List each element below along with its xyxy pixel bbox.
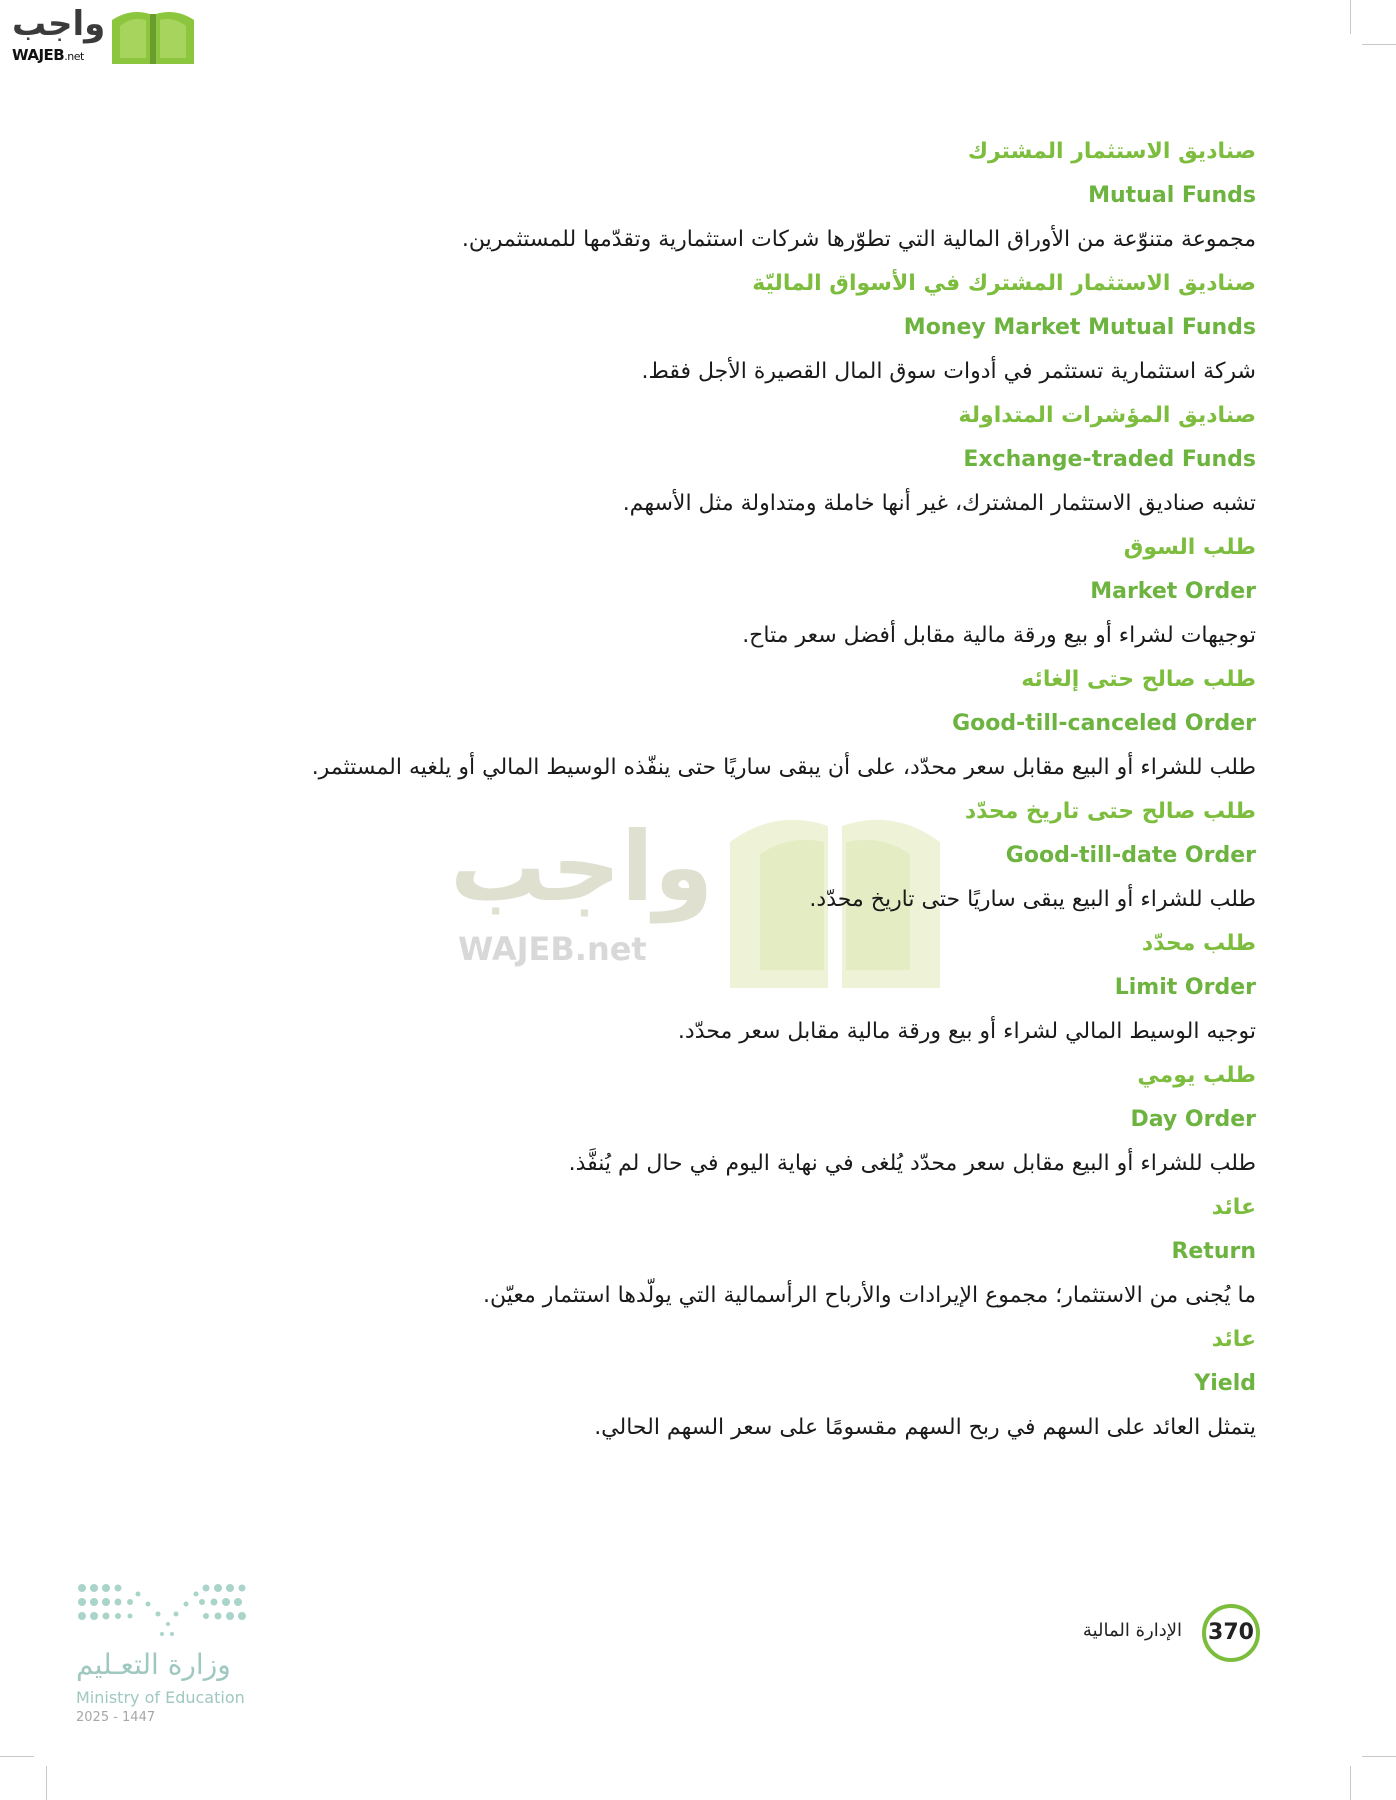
term-arabic: طلب يومي	[1137, 1063, 1256, 1088]
term-arabic: طلب صالح حتى تاريخ محدّد	[964, 799, 1256, 824]
crop-mark	[1362, 44, 1396, 45]
crop-mark	[1350, 0, 1351, 34]
ministry-dots-icon	[76, 1580, 246, 1640]
chapter-title: الإدارة المالية	[1082, 1620, 1182, 1641]
term-definition: طلب للشراء أو البيع مقابل سعر محدّد يُلغى في نهاية اليوم في حال لم يُنفَّذ.	[568, 1151, 1256, 1176]
glossary-entry	[240, 394, 1256, 526]
term-arabic: عائد	[1211, 1327, 1256, 1352]
logo-word: واجب	[12, 4, 106, 44]
term-arabic: عائد	[1211, 1195, 1256, 1220]
glossary-entry	[240, 658, 1256, 790]
term-english: Good-till-canceled Order	[952, 711, 1256, 736]
glossary-entry	[240, 790, 1256, 922]
term-english: Mutual Funds	[1088, 183, 1256, 208]
crop-mark	[1362, 1756, 1396, 1757]
term-arabic: صناديق الاستثمار المشترك	[967, 139, 1256, 164]
glossary-entry	[240, 526, 1256, 658]
term-definition: توجيهات لشراء أو بيع ورقة مالية مقابل أفضل سعر متاح.	[742, 623, 1256, 648]
term-english: Day Order	[1130, 1107, 1256, 1132]
term-english: Good-till-date Order	[1005, 843, 1256, 868]
ministry-logo	[76, 1580, 256, 1730]
book-icon	[108, 6, 198, 68]
term-definition: طلب للشراء أو البيع يبقى ساريًا حتى تاريخ محدّد.	[809, 887, 1256, 912]
wajeb-logo[interactable]	[10, 4, 190, 68]
glossary-entry	[240, 1186, 1256, 1318]
term-definition: توجيه الوسيط المالي لشراء أو بيع ورقة مالية مقابل سعر محدّد.	[677, 1019, 1256, 1044]
watermark-domain: WAJEB.net	[458, 930, 647, 968]
term-definition: تشبه صناديق الاستثمار المشترك، غير أنها خاملة ومتداولة مثل الأسهم.	[622, 491, 1256, 516]
glossary-list	[240, 130, 1256, 1450]
term-arabic: طلب محدّد	[1141, 931, 1256, 956]
term-english: Limit Order	[1114, 975, 1256, 1000]
glossary-entry	[240, 1054, 1256, 1186]
crop-mark	[0, 1756, 34, 1757]
ministry-name-english: Ministry of Education	[76, 1688, 245, 1707]
term-english: Money Market Mutual Funds	[903, 315, 1256, 340]
glossary-entry	[240, 922, 1256, 1054]
term-definition: يتمثل العائد على السهم في ربح السهم مقسومًا على سعر السهم الحالي.	[594, 1415, 1256, 1440]
logo-domain: WAJEB.net	[12, 46, 84, 64]
term-arabic: صناديق الاستثمار المشترك في الأسواق الماليّة	[752, 271, 1256, 296]
ministry-name-arabic: وزارة التعـليم	[76, 1648, 231, 1681]
term-arabic: طلب السوق	[1123, 535, 1256, 560]
term-definition: مجموعة متنوّعة من الأوراق المالية التي تطوّرها شركات استثمارية وتقدّمها للمستثمرين.	[461, 227, 1256, 252]
term-definition: ما يُجنى من الاستثمار؛ مجموع الإيرادات والأرباح الرأسمالية التي يولّدها استثمار معيّن.	[483, 1283, 1256, 1308]
glossary-entry	[240, 262, 1256, 394]
glossary-entry	[240, 1318, 1256, 1450]
term-arabic: طلب صالح حتى إلغائه	[1021, 667, 1256, 692]
watermark-word: واجب	[450, 811, 714, 923]
glossary-entry	[240, 130, 1256, 262]
term-english: Exchange-traded Funds	[963, 447, 1256, 472]
term-english: Market Order	[1090, 579, 1256, 604]
term-definition: شركة استثمارية تستثمر في أدوات سوق المال القصيرة الأجل فقط.	[641, 359, 1256, 384]
term-definition: طلب للشراء أو البيع مقابل سعر محدّد، على أن يبقى ساريًا حتى ينفّذه الوسيط المالي أو يلغيه المستثمر.	[311, 755, 1256, 780]
term-english: Return	[1171, 1239, 1256, 1264]
crop-mark	[46, 1766, 47, 1800]
term-arabic: صناديق المؤشرات المتداولة	[958, 403, 1256, 428]
page-footer	[1035, 1604, 1260, 1660]
page-number: 370	[1202, 1604, 1260, 1662]
crop-mark	[1350, 1766, 1351, 1800]
ministry-year: 2025 - 1447	[76, 1710, 156, 1725]
term-english: Yield	[1194, 1371, 1256, 1396]
